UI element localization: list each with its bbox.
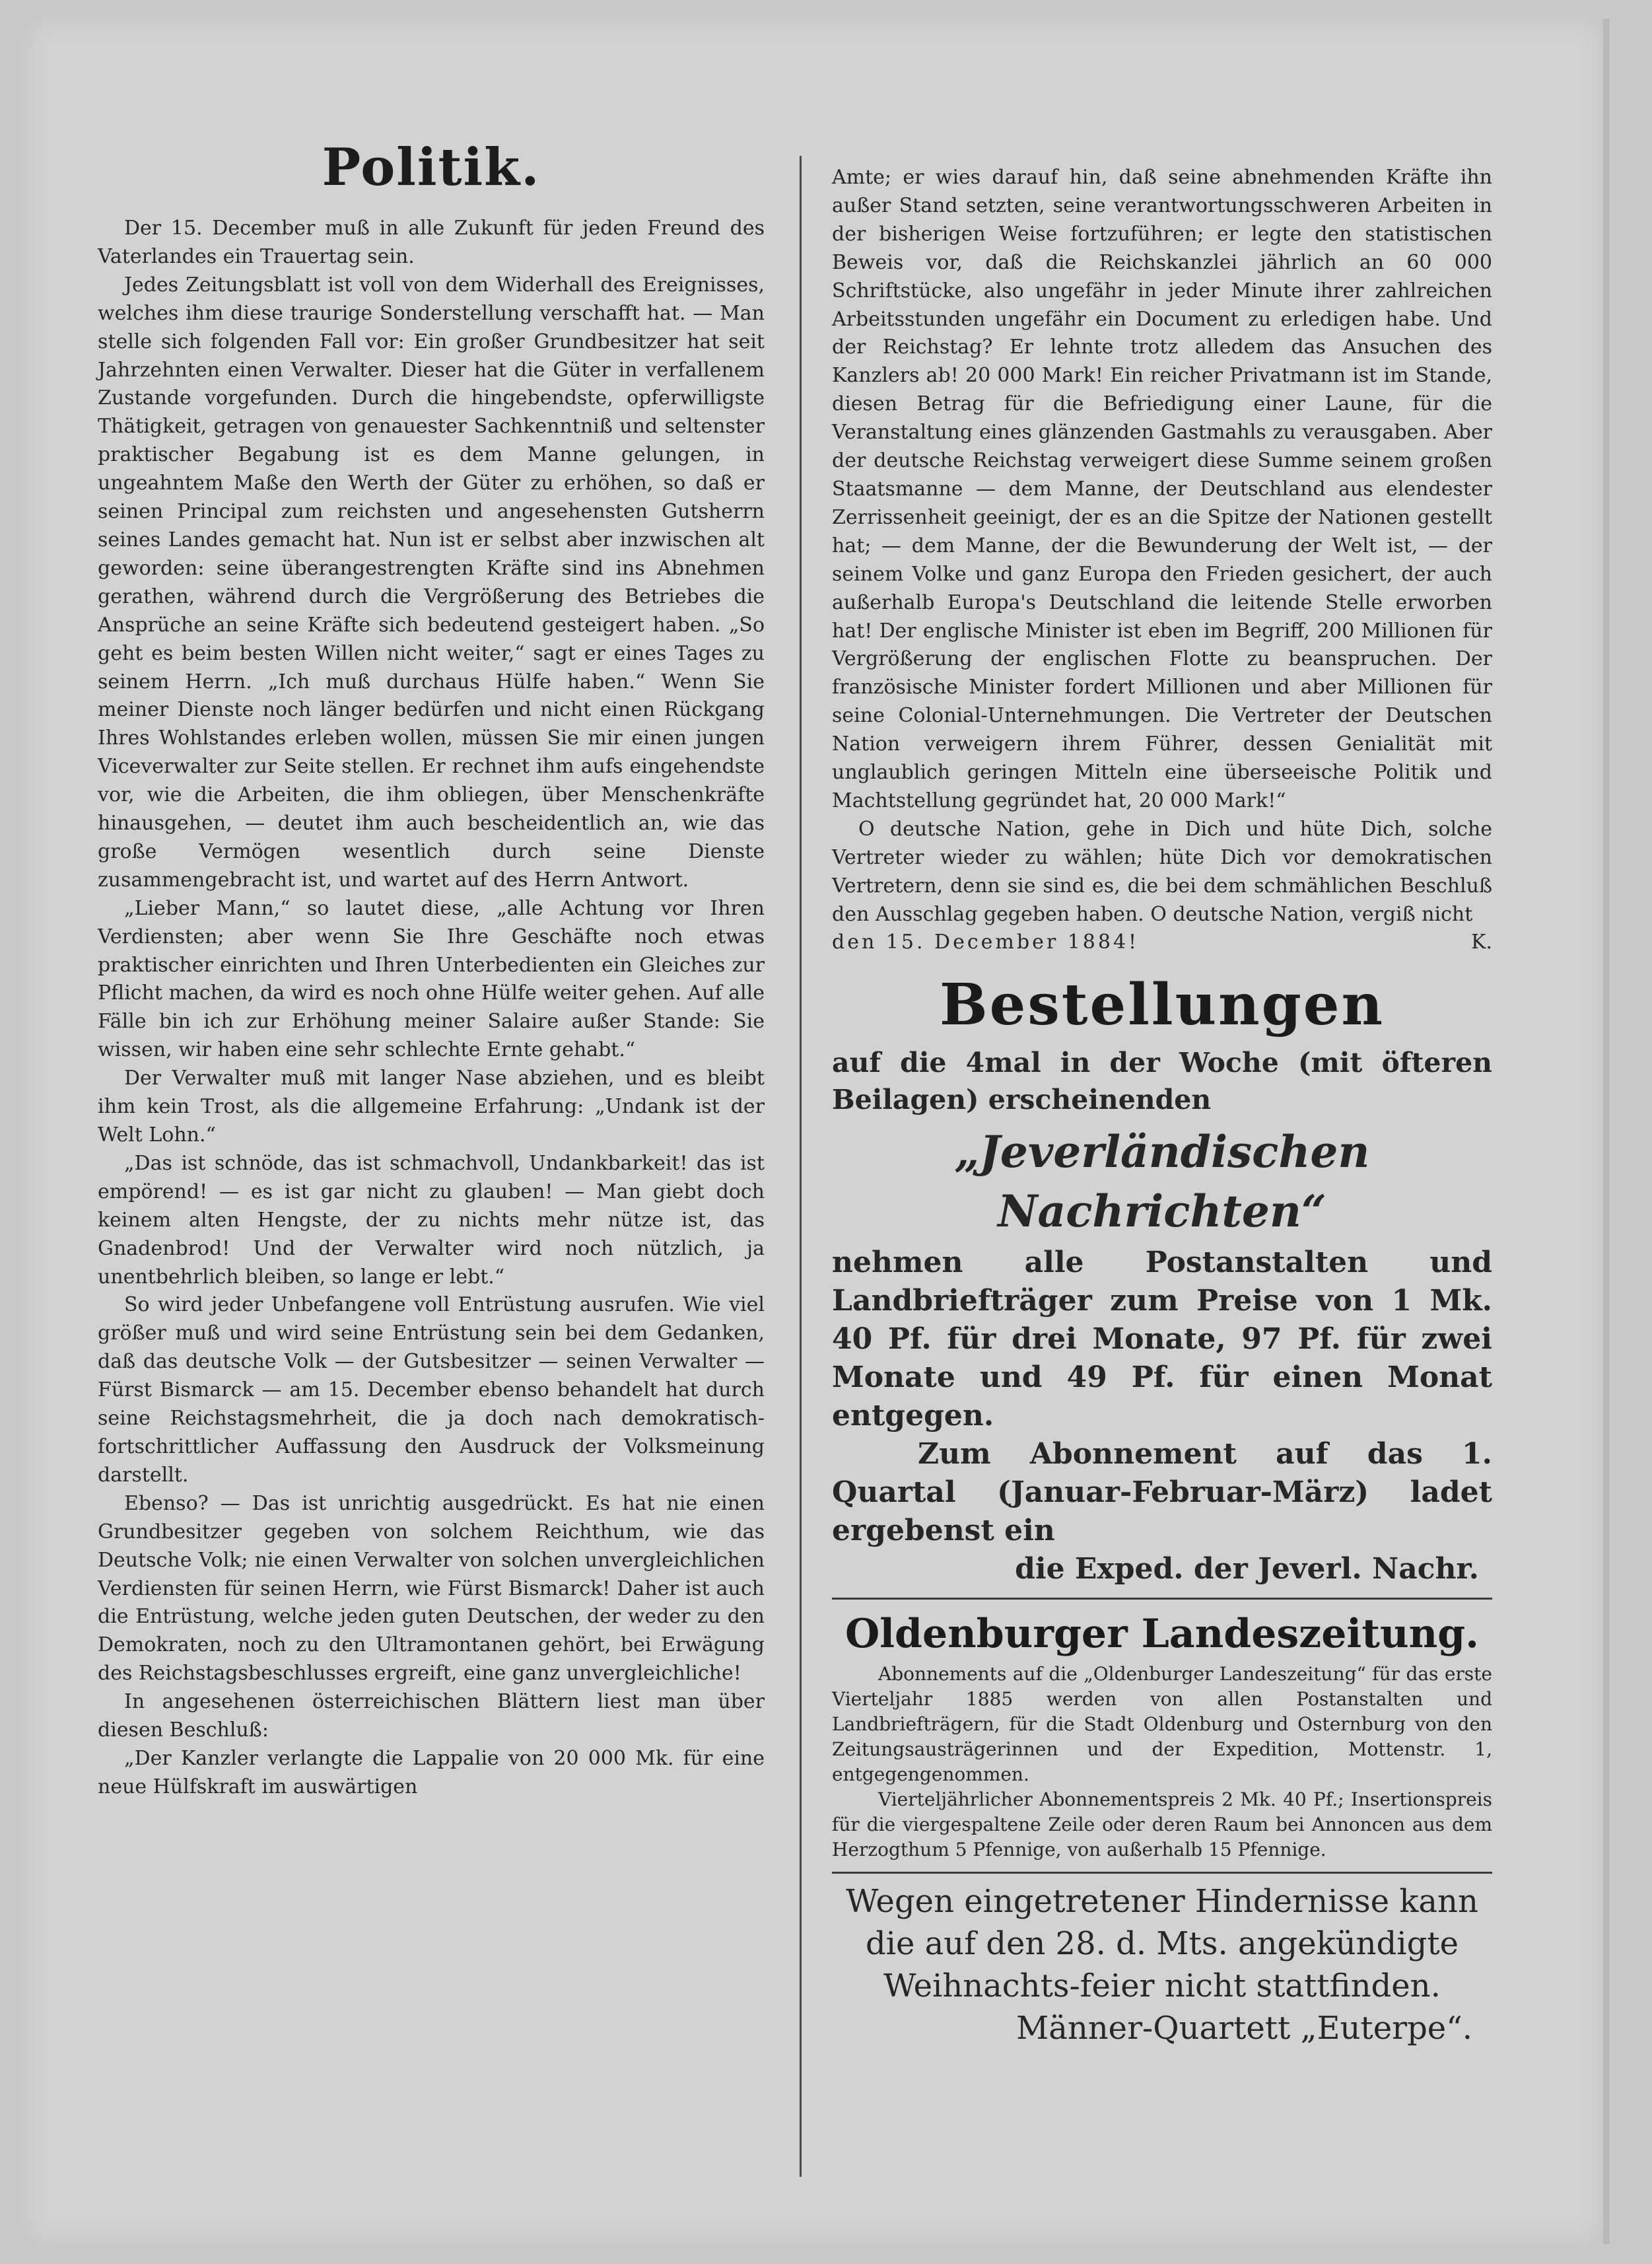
ad-sender: die Exped. der Jeverl. Nachr. [1015,1552,1479,1586]
ad-text: nehmen alle Postanstalten und Landbriefträger zum Preise von 1 Mk. 40 Pf. für drei Monate, 97 Pf. für zwei Monate und 49 Pf. für einen Monat entgegen. [832,1246,1492,1433]
paragraph: O deutsche Nation, gehe in Dich und hüte Dich, solche Vertreter wieder zu wählen; hüte Dich vor demokratischen Vertretern, denn sie sind es, die bei dem schmählichen Beschluß den Ausschlag gegeben haben. O deutsche Nation, vergiß nicht [832,817,1492,926]
advertisement-bestellungen [832,966,1492,1588]
separator-rule [832,1872,1492,1874]
article-title: Politik. [322,137,541,197]
ad-text: Zum Abonnement auf das 1. Quartal (Januar-Februar-März) ladet ergebenst ein [832,1437,1492,1548]
ad-text: Vierteljährlicher Abonnementspreis 2 Mk. 40 Pf.; Insertionspreis für die viergespaltene Zeile oder deren Raum bei Annoncen aus dem Herzogthum 5 Pfennige, von außerhalb 15 Pfennige. [832,1788,1492,1861]
notice-weihnachtsfeier [832,1880,1492,2049]
paragraph: Der 15. December muß in alle Zukunft für jeden Freund des Vaterlandes ein Trauertag sein. [98,217,765,268]
paragraph: Amte; er wies darauf hin, daß seine abnehmenden Kräfte ihn außer Stand setzten, seine verantwortungsschweren Arbeiten in der bisherigen Weise fortzuführen; er legte den statistischen Beweis vor, daß die Reichskanzlei jährlich an 60 000 Schriftstücke, also ungefähr in jeder Minute ihrer zahlreichen Arbeitsstunden ungefähr ein Document zu erledigen habe. Und der Reichstag? Er lehnte trotz alledem das Ansuchen des Kanzlers ab! 20 000 Mark! Ein reicher Privatmann ist im Stande, diesen Betrag für die Befriedigung einer Laune, für die Veranstaltung eines glänzenden Gastmahls zu verausgaben. Aber der deutsche Reichstag verweigert diese Summe seinem großen Staatsmanne — dem Manne, der Deutschland aus elendester Zerrissenheit geeinigt, der es an die Spitze der Nationen gestellt hat; — dem Manne, der die Bewunderung der Welt ist, — der seinem Volke und ganz Europa den Frieden gesichert, der auch außerhalb Europa's Deutschland die leitende Stelle erworben hat! Der englische Minister ist eben im Begriff, 200 Millionen für Vergrößerung der englischen Flotte zu beanspruchen. Der französische Minister fordert Millionen und aber Millionen für seine Colonial-Unternehmungen. Die Vertreter der Deutschen Nation verweigern ihrem Führer, dessen Genialität mit unglaublich geringen Mitteln eine überseeische Politik und Machtstellung gegründet hat, 20 000 Mark!“ [832,166,1492,812]
signature-initial: K. [1471,931,1492,954]
notice-sender: Männer-Quartett „Euterpe“. [1016,2010,1472,2047]
paragraph: Der Verwalter muß mit langer Nase abziehen, und es bleibt ihm kein Trost, als die allgemeine Erfahrung: „Undank ist der Welt Lohn.“ [98,1067,765,1147]
ad-text: auf die 4mal in der Woche (mit öfteren Beilagen) erscheinenden [832,1047,1492,1116]
column-divider [800,156,802,2177]
paragraph: In angesehenen österreichischen Blättern liest man über diesen Beschluß: [98,1690,765,1742]
paragraph: Jedes Zeitungsblatt ist voll von dem Widerhall des Ereignisses, welches ihm diese traurige Sonderstellung verschafft hat. — Man stelle sich folgenden Fall vor: Ein großer Grundbesitzer hat seit Jahrzehnten einen Verwalter. Dieser hat die Güter in verfallenem Zustande vorgefunden. Durch die hingebendste, opferwilligste Thätigkeit, getragen von genauester Sachkenntniß und seltenster praktischer Begabung ist es dem Manne gelungen, in ungeahntem Maße den Werth der Güter zu erhöhen, so daß er seinen Principal zum reichsten und angesehensten Gutsherrn seines Landes gemacht hat. Nun ist er selbst aber inzwischen alt geworden: seine überangestrengten Kräfte sind ins Abnehmen gerathen, während durch die Vergrößerung des Betriebes die Ansprüche an seine Kräfte sich bedeutend gesteigert haben. „So geht es beim besten Willen nicht weiter,“ sagt er eines Tages zu seinem Herrn. „Ich muß durchaus Hülfe haben.“ Wenn Sie meiner Dienste noch länger bedürfen und nicht einen Rückgang Ihres Wohlstandes erleben wollen, müssen Sie mir einen jungen Viceverwalter zur Seite stellen. Er rechnet ihm aufs eingehendste vor, wie die Arbeiten, die ihm obliegen, über Menschenkräfte hinausgehen, — deutet ihm auch bescheidentlich an, wie das große Vermögen wesentlich durch seine Dienste zusammengebracht ist, und wartet auf des Herrn Antwort. [98,273,765,892]
paragraph: „Der Kanzler verlangte die Lappalie von 20 000 Mk. für eine neue Hülfskraft im auswärtigen [98,1746,765,1798]
paragraph: „Das ist schnöde, das ist schmachvoll, Undankbarkeit! das ist empörend! — es ist gar nicht zu glauben! — Man giebt doch keinem alten Hengste, der zu nichts mehr nütze ist, das Gnadenbrod! Und der Verwalter wird noch nützlich, ja unentbehrlich bleiben, so lange er lebt.“ [98,1151,765,1289]
separator-rule [832,1598,1492,1600]
paragraph: „Lieber Mann,“ so lautet diese, „alle Achtung vor Ihren Verdiensten; aber wenn Sie Ihre Geschäfte noch etwas praktischer einrichten und Ihren Unterbedienten ein Gleiches zur Pflicht machen, da wird es noch ohne Hülfe weiter gehen. Auf alle Fälle bin ich zur Erhöhung meiner Salaire außer Stande: Sie wissen, wir haben eine sehr schlechte Ernte gehabt.“ [98,896,765,1062]
ad-heading: Oldenburger Landeszeitung. [844,1611,1480,1658]
newspaper-page [25,18,1610,2244]
right-column [832,164,1492,2049]
newspaper-name: „Jeverländischen Nachrichten“ [954,1126,1370,1238]
notice-text: Wegen eingetretener Hindernisse kann die auf den 28. d. Mts. angekündigte Weihnachts-feier nicht stattfinden. [846,1883,1478,2005]
paragraph: Ebenso? — Das ist unrichtig ausgedrückt. Es hat nie einen Grundbesitzer gegeben von solchem Reichthum, wie das Deutsche Volk; nie einen Verwalter von solchen unvergleichlichen Verdiensten für seinen Herrn, wie Fürst Bismarck! Daher ist auch die Entrüstung, welche jeden guten Deutschen, der weder zu den Demokraten, noch zu den Ultramontanen gehört, bei Erwägung des Reichstagsbeschlusses ergreift, eine ganz unvergleichliche! [98,1491,765,1685]
left-column [98,137,765,1802]
ad-heading: Bestellungen [939,972,1385,1039]
ad-text: Abonnements auf die „Oldenburger Landeszeitung“ für das erste Vierteljahr 1885 werden von allen Postanstalten und Landbriefträgern, für die Stadt Oldenburg und Osternburg von den Zeitungsausträgerinnen und der Expedition, Mottenstr. 1, entgegengenommen. [832,1663,1492,1786]
signature-date: den 15. December 1884! [832,931,1140,954]
advertisement-landeszeitung [832,1606,1492,1862]
article-signature [832,929,1492,957]
paragraph: So wird jeder Unbefangene voll Entrüstung ausrufen. Wie viel größer muß und wird seine Entrüstung sein bei dem Gedanken, daß das deutsche Volk — der Gutsbesitzer — seinen Verwalter — Fürst Bismarck — am 15. December ebenso behandelt hat durch seine Reichstagsmehrheit, die ja doch nach demokratisch-fortschrittlicher Auffassung den Ausdruck der Volksmeinung darstellt. [98,1293,765,1487]
